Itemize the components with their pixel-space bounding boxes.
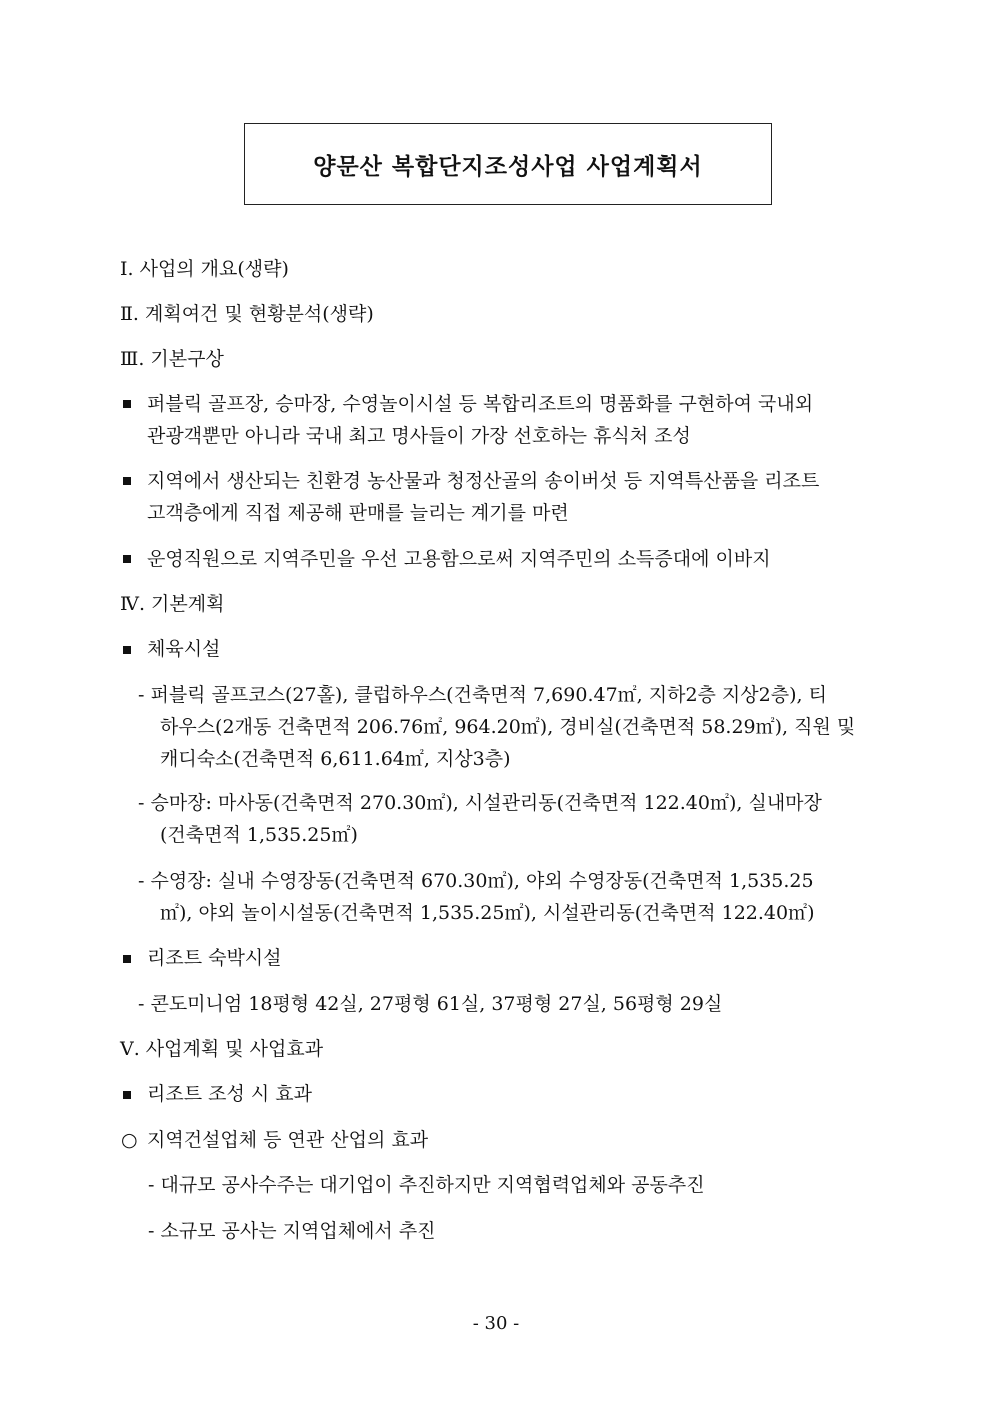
swim-line-1: - 수영장: 실내 수영장동(건축면적 670.30㎡), 야외 수영장동(건축면적 1,535.25 (138, 870, 814, 892)
golf-line-3: 캐디숙소(건축면적 6,611.64㎡, 지상3층) (160, 748, 511, 770)
concept-item-2-line-2: 고객층에게 직접 제공해 판매를 늘리는 계기를 마련 (147, 502, 569, 524)
effect-item-1: - 대규모 공사수주는 대기업이 추진하지만 지역협력업체와 공동추진 (148, 1174, 705, 1196)
concept-item-1-line-2: 관광객뿐만 아니라 국내 최고 명사들이 가장 선호하는 휴식처 조성 (147, 425, 691, 447)
effects-sub-heading: 지역건설업체 등 연관 산업의 효과 (147, 1129, 429, 1151)
swim-item (138, 865, 878, 929)
concept-item-2-line-1: 지역에서 생산되는 친환경 농산물과 청정산골의 송이버섯 등 지역특산품을 리조트 (147, 470, 820, 492)
title-box (244, 123, 772, 205)
concept-item-1-line-1: 퍼블릭 골프장, 승마장, 수영놀이시설 등 복합리조트의 명품화를 구현하여 국내외 (147, 393, 814, 415)
circle-bullet-icon: ○ (121, 1129, 138, 1151)
concept-item-3 (147, 543, 877, 575)
section-2-heading: Ⅱ. 계획여건 및 현황분석(생략) (120, 303, 374, 325)
effects-heading: 리조트 조성 시 효과 (147, 1083, 312, 1105)
resort-heading: 리조트 숙박시설 (147, 947, 282, 969)
effect-item-2: - 소규모 공사는 지역업체에서 추진 (148, 1220, 436, 1242)
square-bullet-icon (123, 400, 131, 408)
section-1-heading: Ⅰ. 사업의 개요(생략) (120, 258, 289, 280)
square-bullet-icon (123, 555, 131, 563)
document-title: 양문산 복합단지조성사업 사업계획서 (313, 153, 703, 180)
concept-item-1 (147, 388, 877, 452)
swim-line-2: ㎡), 야외 놀이시설동(건축면적 1,535.25㎡), 시설관리동(건축면적 122.40㎡) (160, 902, 815, 924)
concept-item-2 (147, 465, 877, 529)
golf-line-1: - 퍼블릭 골프코스(27홀), 클럽하우스(건축면적 7,690.47㎡, 지하2층 지상2층), 티 (138, 684, 827, 706)
square-bullet-icon (123, 477, 131, 485)
concept-item-3-line-1: 운영직원으로 지역주민을 우선 고용함으로써 지역주민의 소득증대에 이바지 (147, 548, 771, 570)
golf-item (138, 679, 878, 775)
riding-line-2: (건축면적 1,535.25㎡) (160, 824, 358, 846)
sports-heading: 체육시설 (147, 638, 221, 660)
square-bullet-icon (123, 955, 131, 963)
riding-item (138, 787, 878, 851)
riding-line-1: - 승마장: 마사동(건축면적 270.30㎡), 시설관리동(건축면적 122.40㎡), 실내마장 (138, 792, 822, 814)
page-number: - 30 - (472, 1313, 520, 1334)
section-5-heading: Ⅴ. 사업계획 및 사업효과 (120, 1038, 324, 1060)
section-4-heading: Ⅳ. 기본계획 (120, 593, 225, 615)
condo-item: - 콘도미니엄 18평형 42실, 27평형 61실, 37평형 27실, 56평형 29실 (138, 993, 723, 1015)
golf-line-2: 하우스(2개동 건축면적 206.76㎡, 964.20㎡), 경비실(건축면적 58.29㎡), 직원 및 (160, 716, 856, 738)
square-bullet-icon (123, 1091, 131, 1099)
section-3-heading: Ⅲ. 기본구상 (120, 348, 224, 370)
square-bullet-icon (123, 646, 131, 654)
